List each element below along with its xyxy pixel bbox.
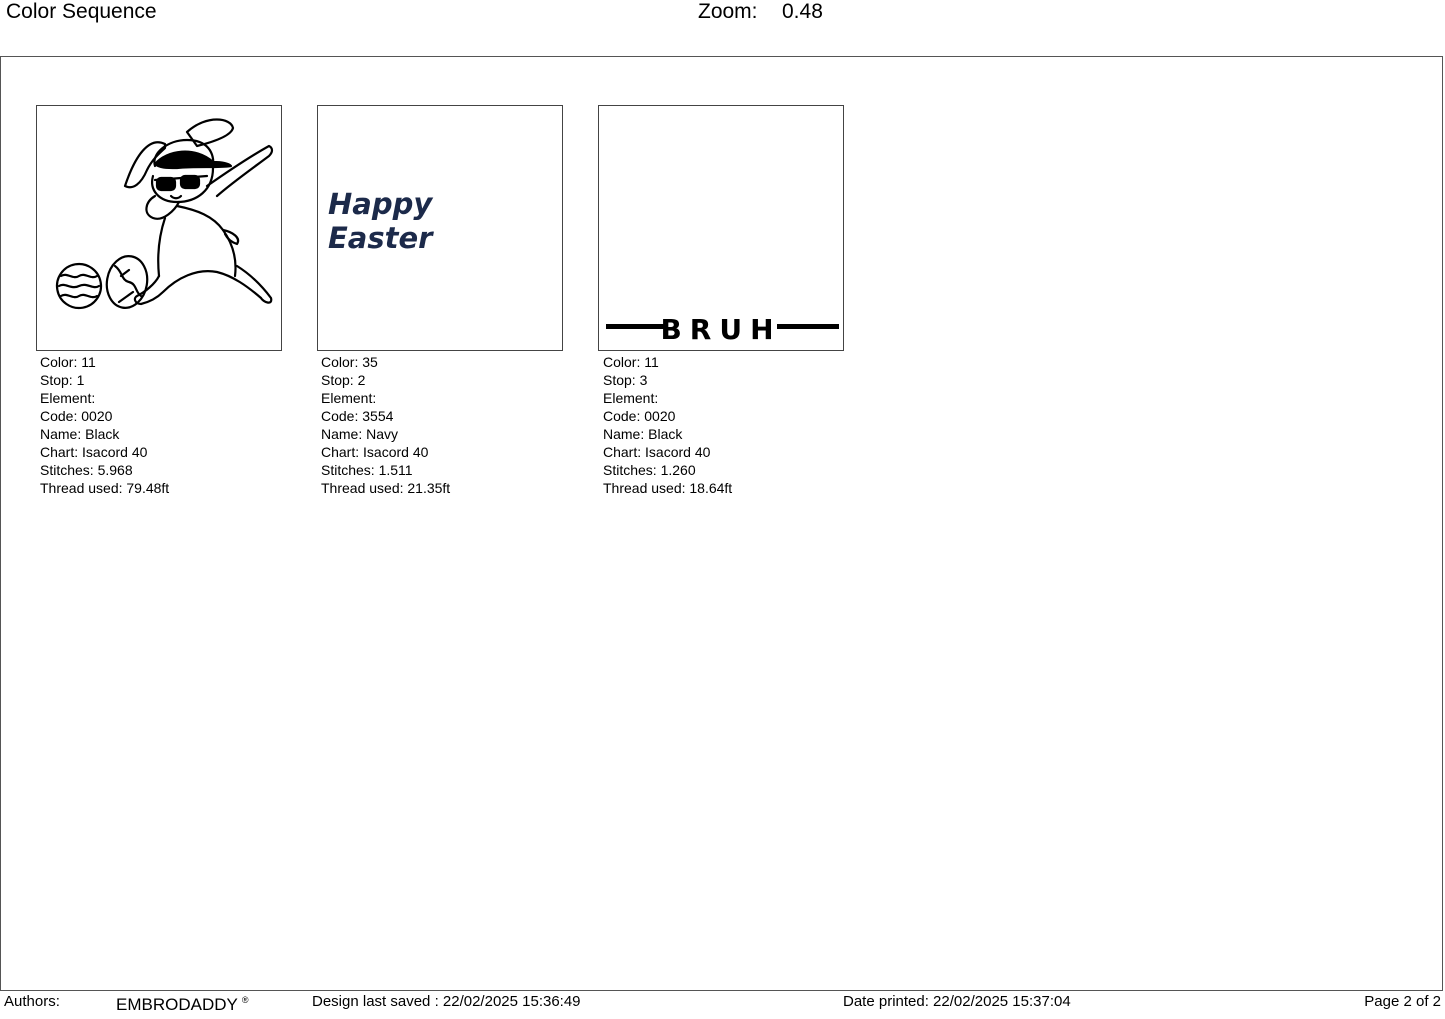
swatch-preview-1 xyxy=(36,105,282,351)
bruh-left-bar xyxy=(606,324,664,329)
bruh-design xyxy=(599,106,843,350)
info-thread-used: Thread used: 18.64ft xyxy=(603,480,733,496)
zoom-label: Zoom: xyxy=(698,0,758,23)
info-code: Code: 0020 xyxy=(603,408,676,424)
info-stitches: Stitches: 1.511 xyxy=(321,462,413,478)
info-element: Element: xyxy=(321,390,377,406)
footer-author xyxy=(116,995,249,1015)
design-text-bruh: BRUH xyxy=(660,313,782,346)
design-text-easter: Easter xyxy=(328,221,433,255)
info-stitches: Stitches: 1.260 xyxy=(603,462,696,478)
info-color: Color: 11 xyxy=(40,354,96,370)
info-name: Name: Black xyxy=(40,426,120,442)
info-stop: Stop: 3 xyxy=(603,372,648,388)
footer-page-number: Page 2 of 2 xyxy=(1364,993,1441,1010)
info-color: Color: 11 xyxy=(603,354,659,370)
info-chart: Chart: Isacord 40 xyxy=(603,444,711,460)
info-chart: Chart: Isacord 40 xyxy=(40,444,148,460)
info-stop: Stop: 1 xyxy=(40,372,85,388)
info-chart: Chart: Isacord 40 xyxy=(321,444,429,460)
info-stitches: Stitches: 5.968 xyxy=(40,462,133,478)
design-text-happy: Happy xyxy=(328,187,433,221)
swatch-preview-3 xyxy=(598,105,844,351)
bruh-right-bar xyxy=(777,324,839,329)
info-color: Color: 35 xyxy=(321,354,378,370)
swatch-info-1 xyxy=(40,353,169,497)
page-title: Color Sequence xyxy=(6,0,157,23)
author-name: EMBRODADDY xyxy=(116,995,238,1014)
info-stop: Stop: 2 xyxy=(321,372,366,388)
info-element: Element: xyxy=(603,390,659,406)
swatch-info-2 xyxy=(321,353,450,497)
zoom-value: 0.48 xyxy=(782,0,823,23)
info-name: Name: Navy xyxy=(321,426,399,442)
info-thread-used: Thread used: 79.48ft xyxy=(40,480,170,496)
footer-design-last-saved: Design last saved : 22/02/2025 15:36:49 xyxy=(312,993,581,1010)
dabbing-bunny-design xyxy=(37,106,281,350)
swatch-info-3 xyxy=(603,353,732,497)
footer-date-printed: Date printed: 22/02/2025 15:37:04 xyxy=(843,993,1071,1010)
info-name: Name: Black xyxy=(603,426,683,442)
info-element: Element: xyxy=(40,390,96,406)
info-code: Code: 0020 xyxy=(40,408,113,424)
info-code: Code: 3554 xyxy=(321,408,394,424)
swatch-preview-2 xyxy=(317,105,563,351)
registered-mark: ® xyxy=(241,995,249,1006)
info-thread-used: Thread used: 21.35ft xyxy=(321,480,451,496)
footer-authors-label: Authors: xyxy=(4,993,60,1010)
happy-easter-design xyxy=(318,106,562,350)
